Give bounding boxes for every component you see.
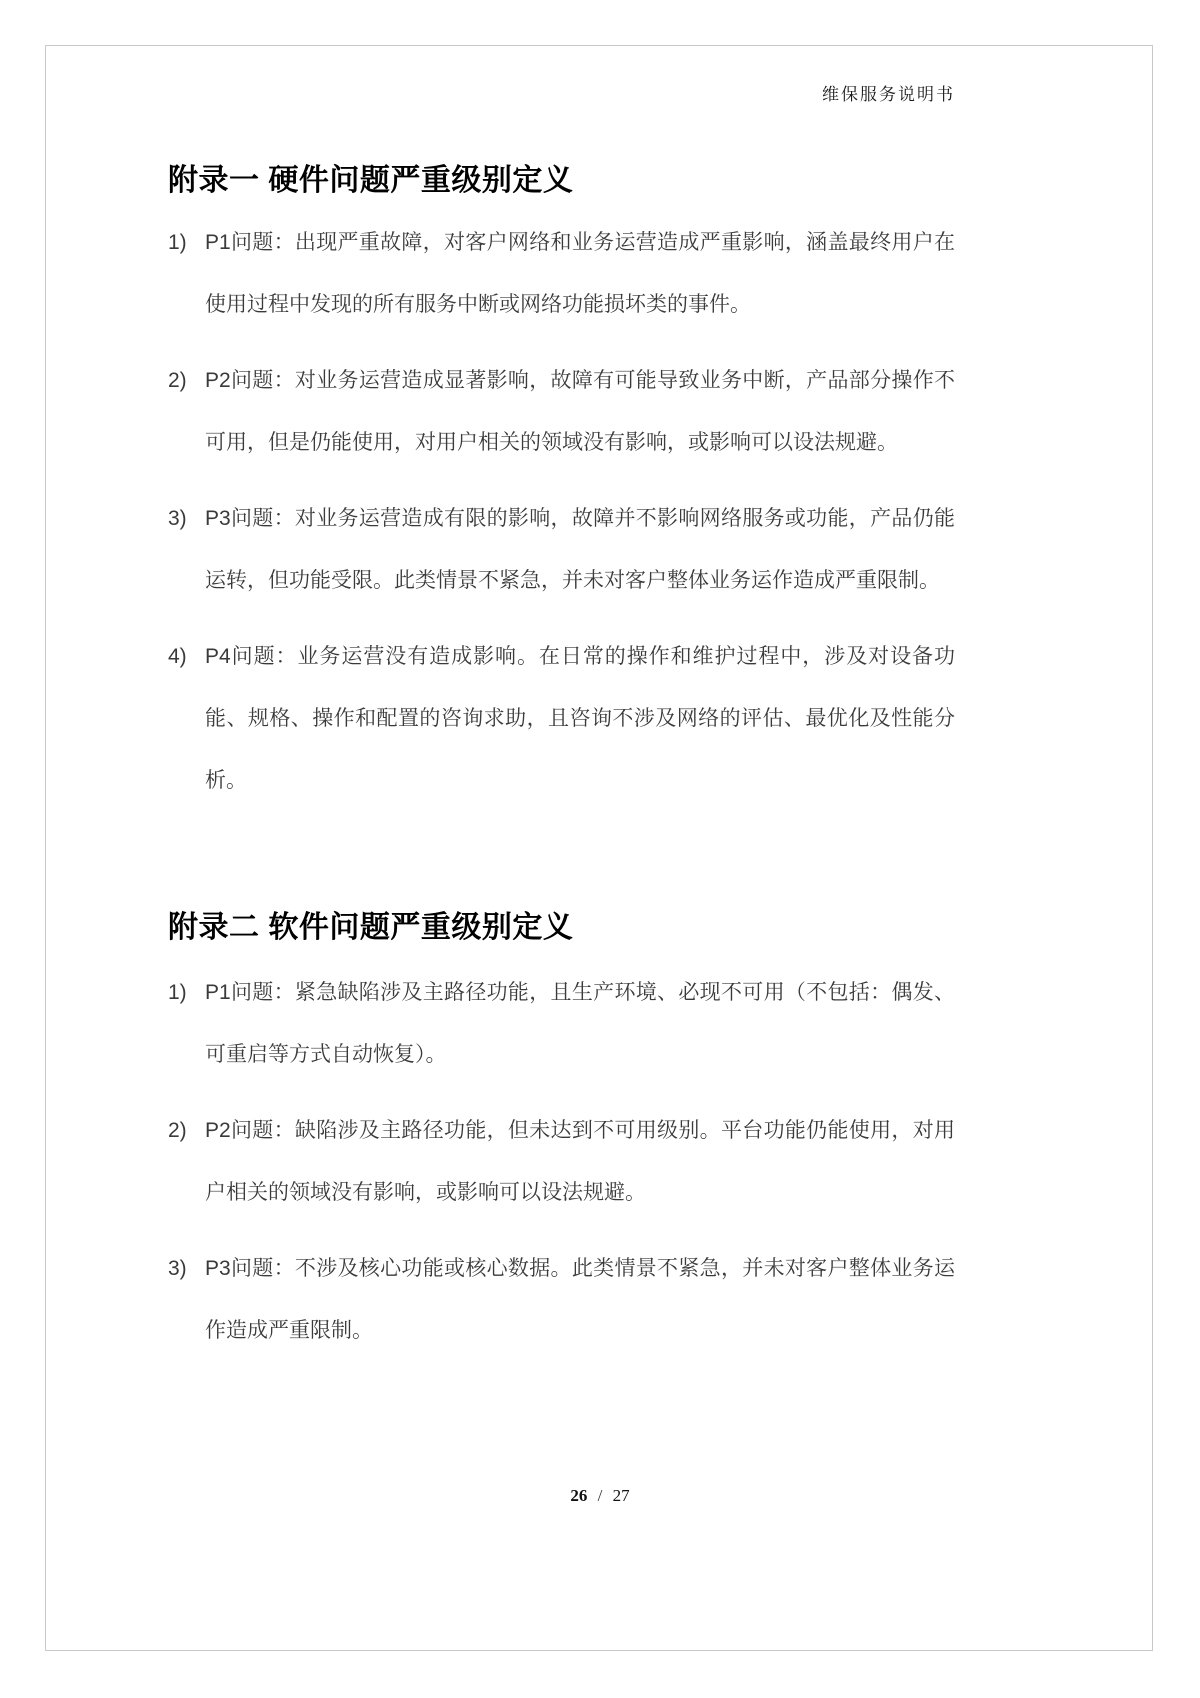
appendix-1-title: 附录一 硬件问题严重级别定义 <box>168 164 574 198</box>
list-item <box>168 626 955 812</box>
appendix-2-list <box>168 962 955 1376</box>
appendix-1-list <box>168 212 955 826</box>
list-item-number: 3) <box>168 507 187 530</box>
list-item <box>168 212 955 336</box>
list-item <box>168 350 955 474</box>
list-item-text: P3问题：不涉及核心功能或核心数据。此类情景不紧急，并未对客户整体业务运作造成严重限制。 <box>205 1257 955 1342</box>
list-item-text: P2问题：缺陷涉及主路径功能，但未达到不可用级别。平台功能仍能使用，对用户相关的领域没有影响，或影响可以设法规避。 <box>205 1119 955 1204</box>
list-item <box>168 962 955 1086</box>
list-item-text: P1问题：出现严重故障，对客户网络和业务运营造成严重影响，涵盖最终用户在使用过程中发现的所有服务中断或网络功能损坏类的事件。 <box>205 231 955 316</box>
page-number-current: 26 <box>570 1486 588 1505</box>
page-number-separator: / <box>597 1486 603 1505</box>
list-item <box>168 1100 955 1224</box>
list-item-number: 2) <box>168 1119 187 1142</box>
list-item-number: 1) <box>168 981 187 1004</box>
list-item-number: 4) <box>168 645 187 668</box>
list-item-number: 1) <box>168 231 187 254</box>
list-item-text: P3问题：对业务运营造成有限的影响，故障并不影响网络服务或功能，产品仍能运转，但功能受限。此类情景不紧急，并未对客户整体业务运作造成严重限制。 <box>205 507 955 592</box>
list-item-number: 3) <box>168 1257 187 1280</box>
appendix-2-title: 附录二 软件问题严重级别定义 <box>168 911 574 945</box>
list-item-number: 2) <box>168 369 187 392</box>
list-item <box>168 488 955 612</box>
list-item-text: P1问题：紧急缺陷涉及主路径功能，且生产环境、必现不可用（不包括：偶发、可重启等方式自动恢复）。 <box>205 981 955 1066</box>
list-item-text: P4问题：业务运营没有造成影响。在日常的操作和维护过程中，涉及对设备功能、规格、操作和配置的咨询求助，且咨询不涉及网络的评估、最优化及性能分析。 <box>205 645 955 792</box>
document-header-title: 维保服务说明书 <box>822 85 955 104</box>
page-number-total: 27 <box>612 1486 630 1505</box>
page-number <box>0 1486 1200 1506</box>
list-item <box>168 1238 955 1362</box>
list-item-text: P2问题：对业务运营造成显著影响，故障有可能导致业务中断，产品部分操作不可用，但是仍能使用，对用户相关的领域没有影响，或影响可以设法规避。 <box>205 369 955 454</box>
